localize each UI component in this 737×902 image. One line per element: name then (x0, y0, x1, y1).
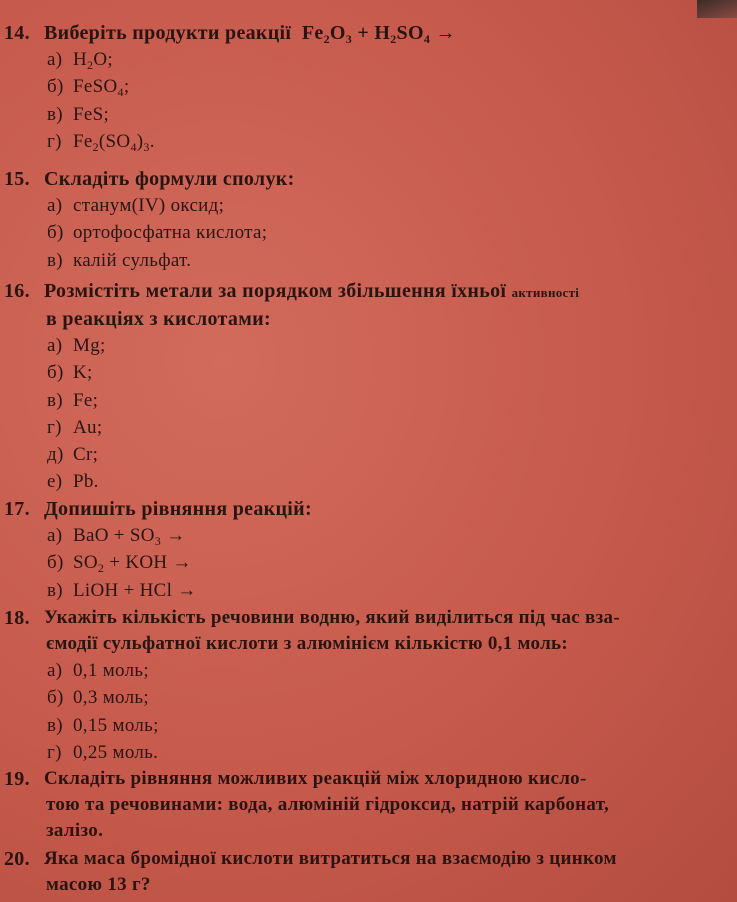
option: в) 0,15 моль; (47, 714, 159, 736)
question-number: 17. (4, 498, 30, 520)
option: б) K; (47, 362, 93, 384)
option: в) Fe; (47, 389, 99, 411)
question-text: Допишіть рівняння реакцій: (44, 498, 312, 520)
question-17 (4, 496, 732, 604)
question-number: 19. (4, 768, 30, 790)
page-corner (697, 0, 737, 18)
question-14 (4, 20, 732, 155)
question-text-continued: тою та речовинами: вода, алюміній гідроксид, натрій карбонат, (46, 794, 609, 815)
question-text: Укажіть кількість речовини водню, який виділиться під час вза- (44, 607, 620, 628)
option: б) FeSO$_4$; (47, 76, 130, 100)
question-text: Яка маса бромідної кислоти витратиться на взаємодію з цинком (44, 848, 617, 869)
option: а) BaO + $SO_3$ → (47, 525, 186, 548)
option: а) Mg; (47, 335, 106, 356)
option: г) Au; (47, 416, 103, 438)
question-number: 16. (4, 280, 30, 302)
option: б) $SO_2$ + KOH → (47, 552, 192, 576)
question-15 (4, 166, 732, 274)
question-number: 14. (4, 22, 30, 44)
question-18 (4, 605, 732, 766)
option: е) Pb. (47, 471, 99, 493)
option: в) калій сульфат. (47, 249, 192, 271)
question-text: Розмістіть метали за порядком збільшення їхньої активності (44, 280, 580, 302)
option: а) станум(IV) оксид; (47, 195, 225, 216)
question-text: Складіть формули сполук: (44, 168, 295, 190)
reaction-formula: $Fe_2O_3 + H_2SO_4$ → (301, 22, 456, 46)
option: д) Cr; (47, 444, 99, 466)
question-text-continued: масою 13 г? (46, 874, 151, 895)
option: а) $H_2O$; (47, 49, 113, 72)
question-number: 15. (4, 168, 30, 190)
question-text-continued: в реакціях з кислотами: (46, 308, 271, 330)
question-16 (4, 278, 732, 496)
question-20 (4, 846, 732, 898)
option: в) LiOH + HCl → (47, 579, 197, 601)
question-19 (4, 766, 732, 844)
question-text-continued: залізо. (46, 820, 104, 841)
option: б) ортофосфатна кислота; (47, 222, 268, 244)
question-text-continued: ємодії сульфатної кислоти з алюмінієм кількістю 0,1 моль: (46, 633, 569, 654)
option: б) 0,3 моль; (47, 687, 149, 709)
question-number: 20. (4, 848, 30, 870)
question-number: 18. (4, 607, 30, 629)
option: а) 0,1 моль; (47, 660, 149, 681)
option: г) $Fe_2(SO_4)_3$. (47, 130, 155, 154)
option: в) FeS; (47, 103, 110, 125)
question-text: Виберіть продукти реакції $Fe_2O_3 + H_2SO_4$ → (44, 22, 456, 46)
question-text: Складіть рівняння можливих реакцій між хлоридною кисло- (44, 768, 587, 789)
option: г) 0,25 моль. (47, 741, 159, 763)
